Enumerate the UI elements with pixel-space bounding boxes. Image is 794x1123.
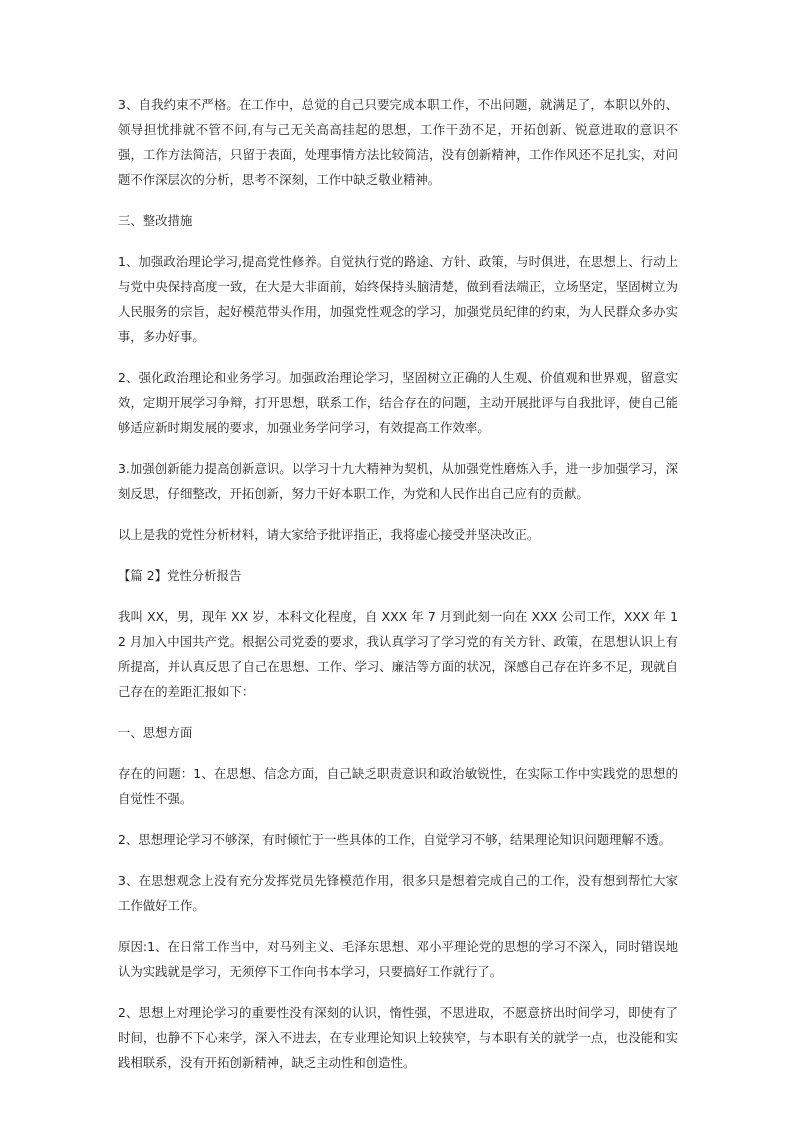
paragraph-problem-1: 存在的问题：1、在思想、信念方面，自己缺乏职责意识和政治敏锐性，在实际工作中实践党的思想的自觉性不强。 xyxy=(118,766,678,806)
paragraph-measure-1: 1、加强政治理论学习,提高党性修养。自觉执行党的路途、方针、政策，与时俱进，在思想上、行动上与党中央保持高度一致，在大是大非面前，始终保持头脑清楚，做到看法端正，立场坚定，坚固树立为人民服务的宗旨，起好模范带头作用，加强党性观念的学习，加强党员纪律的约束，为人民群众多办实事，多办好事。 xyxy=(118,254,678,344)
paragraph-closing: 以上是我的党性分析材料，请大家给予批评指正，我将虚心接受并坚决改正。 xyxy=(118,527,540,542)
document-page xyxy=(118,92,678,1091)
paragraph-reason-2: 2、思想上对理论学习的重要性没有深刻的认识，惰性强，不思进取，不愿意挤出时间学习，即使有了时间，也静不下心来学，深入不进去，在专业理论知识上较狭窄，与本职有关的就学一点，也没能和实践相联系，没有开拓创新精神，缺乏主动性和创造性。 xyxy=(118,1005,678,1070)
section-heading-rectification: 三、整改措施 xyxy=(118,213,193,228)
paragraph-introduction: 我叫 XX，男，现年 XX 岁，本科文化程度，自 XXX 年 7 月到此刻一向在 XXX 公司工作，XXX 年 12 月加入中国共产党。根据公司党委的要求，我认真学习了学习党的有关方针、政策，在思想认识上有所提高，并认真反思了自己在思想、工作、学习、廉洁等方面的状况，深感自己存在许多不足，现就自己存在的差距汇报如下： xyxy=(118,609,678,699)
paragraph-self-discipline: 3、自我约束不严格。在工作中，总觉的自己只要完成本职工作，不出问题，就满足了，本职以外的、领导担忧排就不管不问,有与己无关高高挂起的思想，工作干劲不足，开拓创新、锐意进取的意识不强，工作方法简洁，只留于表面，处理事情方法比较简洁，没有创新精神，工作作风还不足扎实，对问题不作深层次的分析，思考不深刻，工作中缺乏敬业精神。 xyxy=(118,97,678,187)
paragraph-problem-3: 3、在思想观念上没有充分发挥党员先锋模范作用，很多只是想着完成自己的工作，没有想到帮忙大家工作做好工作。 xyxy=(118,873,678,913)
paragraph-reason-1: 原因:1、在日常工作当中，对马列主义、毛泽东思想、邓小平理论党的思想的学习不深入，同时错误地认为实践就是学习，无须停下工作向书本学习，只要搞好工作就行了。 xyxy=(118,939,678,979)
paragraph-measure-3: 3.加强创新能力提高创新意识。以学习十九大精神为契机，从加强党性磨炼入手，进一步加强学习，深刻反思，仔细整改，开拓创新，努力干好本职工作，为党和人民作出自己应有的贡献。 xyxy=(118,461,678,501)
paragraph-problem-2: 2、思想理论学习不够深，有时倾忙于一些具体的工作，自觉学习不够，结果理论知识问题理解不透。 xyxy=(118,832,672,847)
article-2-title: 【篇 2】党性分析报告 xyxy=(118,568,242,583)
paragraph-measure-2: 2、强化政治理论和业务学习。加强政治理论学习，坚固树立正确的人生观、价值观和世界观，留意实效，定期开展学习争辩，打开思想，联系工作，结合存在的问题，主动开展批评与自我批评，使自己能够适应新时期发展的要求，加强业务学问学习，有效提高工作效率。 xyxy=(118,370,678,435)
section-heading-thought: 一、思想方面 xyxy=(118,725,193,740)
